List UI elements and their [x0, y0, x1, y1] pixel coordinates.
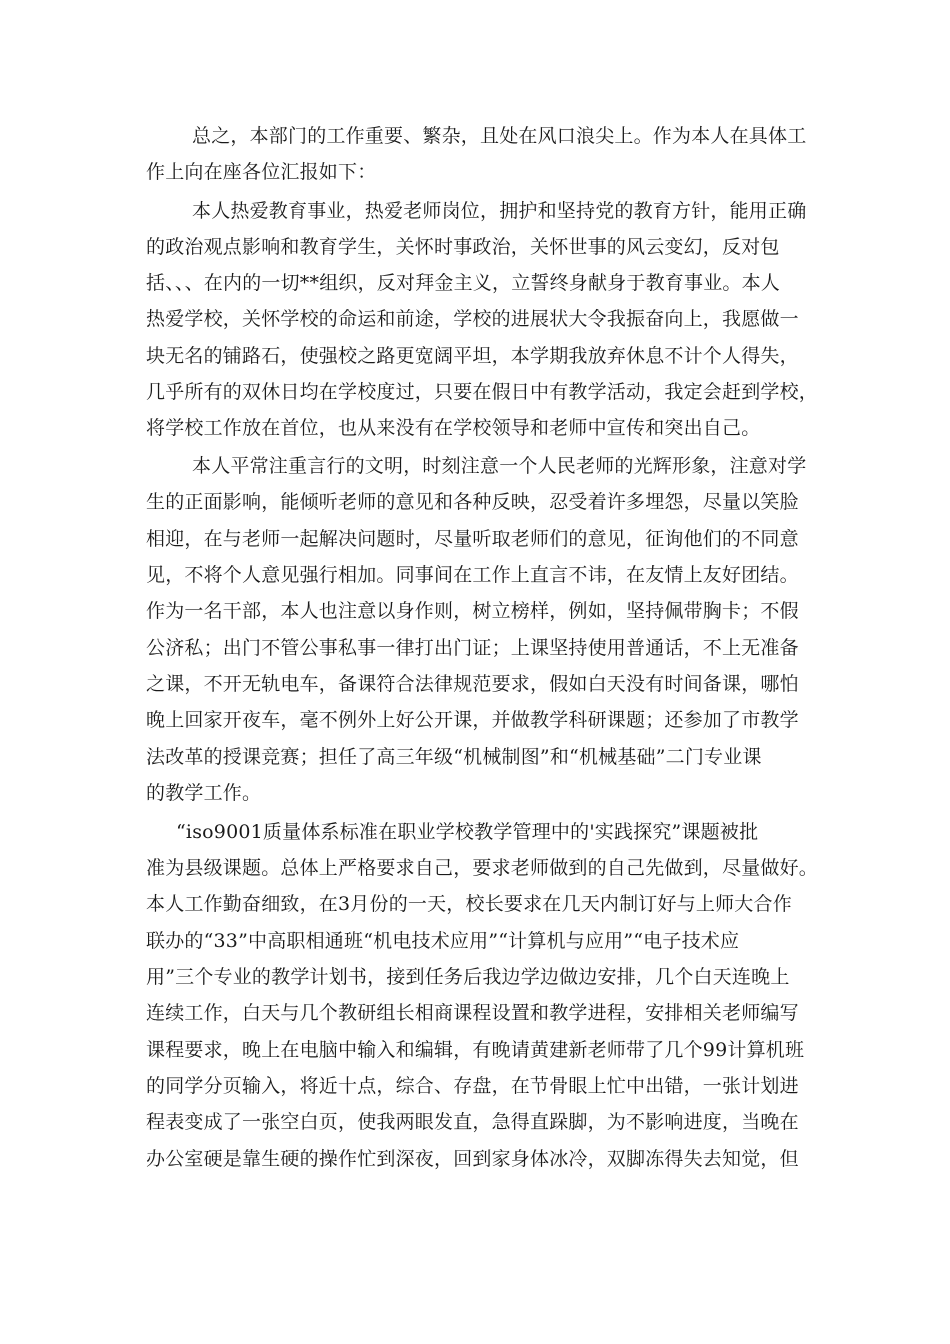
text-line: 公济私；出门不管公事私事一律打出门证；上课坚持使用普通话，不上无准备: [146, 637, 799, 659]
text-line: 本人热爱教育事业，热爱老师岗位，拥护和坚持党的教育方针，能用正确: [192, 200, 807, 222]
text-line: 晚上回家开夜车，毫不例外上好公开课，并做教学科研课题；还参加了市教学: [146, 709, 799, 731]
text-line: 本人平常注重言行的文明，时刻注意一个人民老师的光辉形象，注意对学: [192, 455, 807, 477]
text-line: 法改革的授课竞赛；担任了高三年级“机械制图”和“机械基础”二门专业课: [146, 746, 762, 768]
text-line: 相迎，在与老师一起解决问题时，尽量听取老师们的意见，征询他们的不同意: [146, 528, 799, 550]
text-line: 连续工作，白天与几个教研组长相商课程设置和教学进程，安排相关老师编写: [146, 1002, 799, 1024]
text-line: 办公室硬是靠生硬的操作忙到深夜，回到家身体冰冷，双脚冻得失去知觉，但: [146, 1148, 799, 1170]
text-line: 的政治观点影响和教育学生，关怀时事政治，关怀世事的风云变幻，反对包: [146, 236, 780, 258]
text-line: 几乎所有的双休日均在学校度过，只要在假日中有教学活动，我定会赶到学校，: [146, 381, 819, 403]
text-line: 本人工作勤奋细致，在3月份的一天，校长要求在几天内制订好与上师大合作: [146, 893, 792, 915]
text-line: 的教学工作。: [146, 782, 262, 804]
text-line: 块无名的铺路石，使强校之路更宽阔平坦，本学期我放弃休息不计个人得失，: [146, 345, 799, 367]
text-line: 的同学分页输入，将近十点，综合、存盘，在节骨眼上忙中出错，一张计划进: [146, 1075, 799, 1097]
text-line: 课程要求，晚上在电脑中输入和编辑，有晚请黄建新老师带了几个99计算机班: [146, 1039, 805, 1061]
text-line: 作上向在座各位汇报如下：: [146, 161, 377, 183]
text-line: 之课，不开无轨电车，备课符合法律规范要求，假如白天没有时间备课，哪怕: [146, 673, 799, 695]
text-line: “iso9001质量体系标准在职业学校教学管理中的'实践探究”课题被批: [176, 821, 759, 843]
text-line: 括、、、在内的一切**组织，反对拜金主义，立誓终身献身于教育事业。本人: [146, 272, 781, 294]
text-line: 热爱学校，关怀学校的命运和前途，学校的进展状大令我振奋向上，我愿做一: [146, 308, 799, 330]
text-line: 作为一名干部，本人也注意以身作则，树立榜样，例如，坚持佩带胸卡；不假: [146, 600, 799, 622]
text-line: 生的正面影响，能倾听老师的意见和各种反映，忍受着许多埋怨，尽量以笑脸: [146, 491, 799, 513]
text-line: 用”三个专业的教学计划书，接到任务后我边学边做边安排，几个白天连晚上: [146, 966, 790, 988]
text-line: 联办的“33”中高职相通班“机电技术应用”“计算机与应用”“电子技术应: [146, 930, 740, 952]
text-line: 见，不将个人意见强行相加。同事间在工作上直言不讳，在友情上友好团结。: [146, 564, 799, 586]
text-line: 准为县级课题。总体上严格要求自己，要求老师做到的自己先做到，尽量做好。: [146, 857, 819, 879]
text-line: 总之，本部门的工作重要、繁杂，且处在风口浪尖上。作为本人在具体工: [192, 125, 807, 147]
text-line: 程表变成了一张空白页，使我两眼发直，急得直跺脚，为不影响进度，当晚在: [146, 1111, 799, 1133]
text-line: 将学校工作放在首位，也从来没有在学校领导和老师中宣传和突出自己。: [146, 417, 761, 439]
